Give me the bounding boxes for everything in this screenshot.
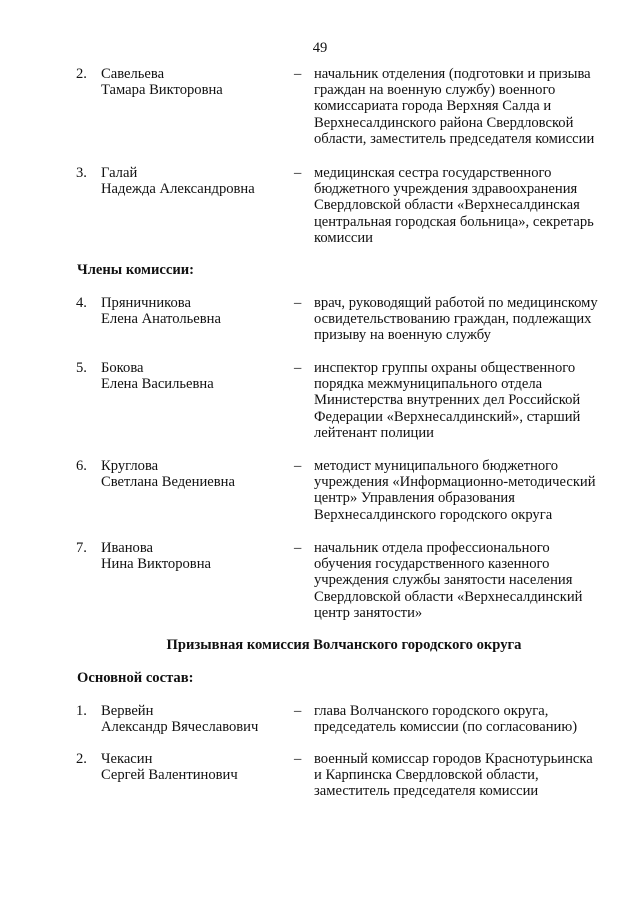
given-names: Елена Анатольевна	[101, 311, 221, 328]
item-number: 3.	[76, 165, 87, 181]
item-number: 5.	[76, 360, 87, 376]
desc-line: Федерации «Верхнесалдинский», старший	[314, 408, 581, 425]
surname: Круглова	[101, 458, 159, 474]
person-name	[101, 540, 291, 572]
position-description	[314, 751, 614, 800]
desc-line: Министерства внутренних дел Российской	[314, 392, 581, 409]
desc-line: председатель комиссии (по согласованию)	[314, 719, 578, 736]
position-description	[314, 458, 614, 523]
given-names: Сергей Валентинович	[101, 767, 238, 784]
desc-line: врач, руководящий работой по медицинскому	[314, 295, 598, 311]
desc-line: начальник отдела профессионального	[314, 540, 550, 556]
given-names: Нина Викторовна	[101, 556, 211, 573]
given-names: Елена Васильевна	[101, 376, 214, 393]
main-composition-heading: Основной состав:	[77, 670, 194, 686]
desc-line: призыву на военную службу	[314, 327, 491, 344]
desc-line: центральная городская больница», секретарь	[314, 213, 594, 230]
desc-line: центр» Управления образования	[314, 490, 515, 507]
person-name	[101, 458, 291, 490]
commission-heading: Призывная комиссия Волчанского городского округа	[166, 637, 522, 653]
given-names: Александр Вячеславович	[101, 719, 259, 736]
desc-line: комиссии	[314, 229, 373, 246]
surname: Чекасин	[101, 751, 153, 767]
given-names: Светлана Ведениевна	[101, 474, 235, 491]
dash-separator: –	[294, 703, 302, 719]
position-description	[314, 165, 614, 246]
item-number: 2.	[76, 66, 87, 82]
surname: Пряничникова	[101, 295, 191, 311]
desc-line: порядка межмуниципального отдела	[314, 376, 543, 393]
desc-line: комиссариата города Верхняя Салда и	[314, 98, 552, 115]
desc-line: начальник отделения (подготовки и призыва	[314, 66, 591, 82]
desc-line: заместитель председателя комиссии	[314, 783, 539, 800]
desc-line: медицинская сестра государственного	[314, 165, 552, 181]
desc-line: граждан на военную службу) военного	[314, 82, 556, 99]
desc-line: бюджетного учреждения здравоохранения	[314, 181, 578, 198]
desc-line: центр занятости»	[314, 604, 423, 621]
desc-line: инспектор группы охраны общественного	[314, 360, 576, 376]
desc-line: Свердловской области «Верхнесалдинская	[314, 197, 580, 214]
dash-separator: –	[294, 66, 302, 82]
dash-separator: –	[294, 458, 302, 474]
dash-separator: –	[294, 360, 302, 376]
surname: Галай	[101, 165, 138, 181]
item-number: 4.	[76, 295, 87, 311]
position-description	[314, 66, 614, 147]
position-description	[314, 360, 614, 441]
surname: Вервейн	[101, 703, 154, 719]
surname: Савельева	[101, 66, 165, 82]
item-number: 7.	[76, 540, 87, 556]
desc-line: военный комиссар городов Краснотурьинска	[314, 751, 593, 767]
desc-line: Свердловской области «Верхнесалдинский	[314, 588, 583, 605]
desc-line: Верхнесалдинского городского округа	[314, 506, 553, 523]
person-name	[101, 66, 291, 98]
person-name	[101, 165, 291, 197]
desc-line: и Карпинска Свердловской области,	[314, 767, 539, 784]
position-description	[314, 703, 614, 735]
position-description	[314, 540, 614, 621]
person-name	[101, 751, 291, 783]
item-number: 1.	[76, 703, 87, 719]
item-number: 2.	[76, 751, 87, 767]
surname: Иванова	[101, 540, 153, 556]
desc-line: области, заместитель председателя комиссии	[314, 130, 595, 147]
given-names: Тамара Викторовна	[101, 82, 223, 99]
given-names: Надежда Александровна	[101, 181, 255, 198]
desc-line: Верхнесалдинского района Свердловской	[314, 114, 574, 131]
person-name	[101, 295, 291, 327]
desc-line: обучения государственного казенного	[314, 556, 550, 573]
desc-line: лейтенант полиции	[314, 424, 434, 441]
desc-line: учреждения службы занятости населения	[314, 572, 573, 589]
page-number: 49	[312, 40, 328, 56]
surname: Бокова	[101, 360, 144, 376]
dash-separator: –	[294, 295, 302, 311]
desc-line: учреждения «Информационно-методический	[314, 474, 596, 491]
desc-line: глава Волчанского городского округа,	[314, 703, 549, 719]
person-name	[101, 360, 291, 392]
item-number: 6.	[76, 458, 87, 474]
dash-separator: –	[294, 751, 302, 767]
dash-separator: –	[294, 540, 302, 556]
person-name	[101, 703, 291, 735]
desc-line: методист муниципального бюджетного	[314, 458, 559, 474]
desc-line: освидетельствованию граждан, подлежащих	[314, 311, 592, 328]
members-heading: Члены комиссии:	[77, 262, 195, 278]
position-description	[314, 295, 614, 344]
dash-separator: –	[294, 165, 302, 181]
